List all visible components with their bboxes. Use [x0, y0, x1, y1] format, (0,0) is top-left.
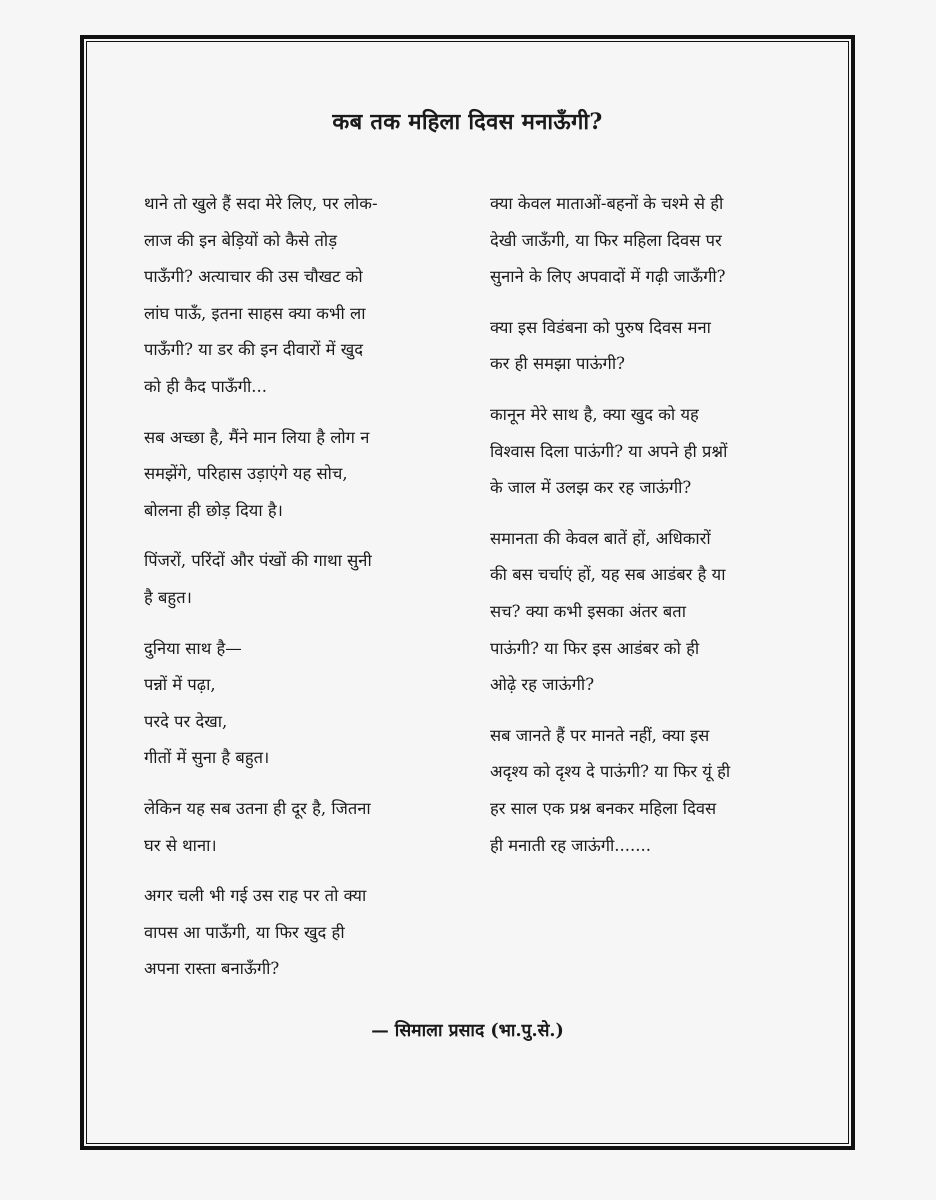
stanza-left-4: दुनिया साथ है— पन्नों में पढ़ा, परदे पर देखा, गीतों में सुना है बहुत।	[144, 638, 270, 768]
stanza-right-2: क्या इस विडंबना को पुरुष दिवस मना कर ही समझा पाऊंगी?	[490, 317, 711, 374]
stanza-left-5: लेकिन यह सब उतना ही दूर है, जितना घर से थाना।	[144, 798, 371, 855]
stanza-left-1: थाने तो खुले हैं सदा मेरे लिए, पर लोक- लाज की इन बेड़ियों को कैसे तोड़ पाऊँगी? अत्याचार की उस चौखट को लांघ पाऊँ, इतना साहस क्या कभी ला पाऊँगी? या डर की इन दीवारों में खुद को ही कैद पाऊँगी...	[144, 194, 378, 396]
stanza-right-5: सब जानते हैं पर मानते नहीं, क्या इस अदृश्य को दृश्य दे पाऊंगी? या फिर यूं ही हर साल एक प्रश्न बनकर महिला दिवस ही मनाती रह जाऊंगी.......	[490, 725, 731, 855]
poem-title: कब तक महिला दिवस मनाऊँगी?	[332, 109, 603, 135]
left-column	[144, 186, 464, 1002]
stanza-right-3: कानून मेरे साथ है, क्या खुद को यह विश्वास दिला पाऊंगी? या अपने ही प्रश्नों के जाल में उलझ कर रह जाऊंगी?	[490, 404, 728, 498]
author-byline: — सिमाला प्रसाद (भा.पु.से.)	[371, 1021, 564, 1041]
stanza-right-4: समानता की केवल बातें हों, अधिकारों की बस चर्चाएं हों, यह सब आडंबर है या सच? क्या कभी इसका अंतर बता पाऊंगी? या फिर इस आडंबर को ही ओढ़े रह जाऊंगी?	[490, 528, 726, 695]
stanza-right-1: क्या केवल माताओं-बहनों के चश्मे से ही देखी जाऊँगी, या फिर महिला दिवस पर सुनाने के लिए अपवादों में गढ़ी जाऊँगी?	[490, 194, 726, 287]
stanza-left-2: सब अच्छा है, मैंने मान लिया है लोग न समझेंगे, परिहास उड़ाएंगे यह सोच, बोलना ही छोड़ दिया है।	[144, 427, 370, 520]
right-column	[490, 186, 800, 878]
stanza-left-3: पिंजरों, परिंदों और पंखों की गाथा सुनी है बहुत।	[144, 551, 372, 607]
stanza-left-6: अगर चली भी गई उस राह पर तो क्या वापस आ पाऊँगी, या फिर खुद ही अपना रास्ता बनाऊँगी?	[144, 886, 367, 979]
